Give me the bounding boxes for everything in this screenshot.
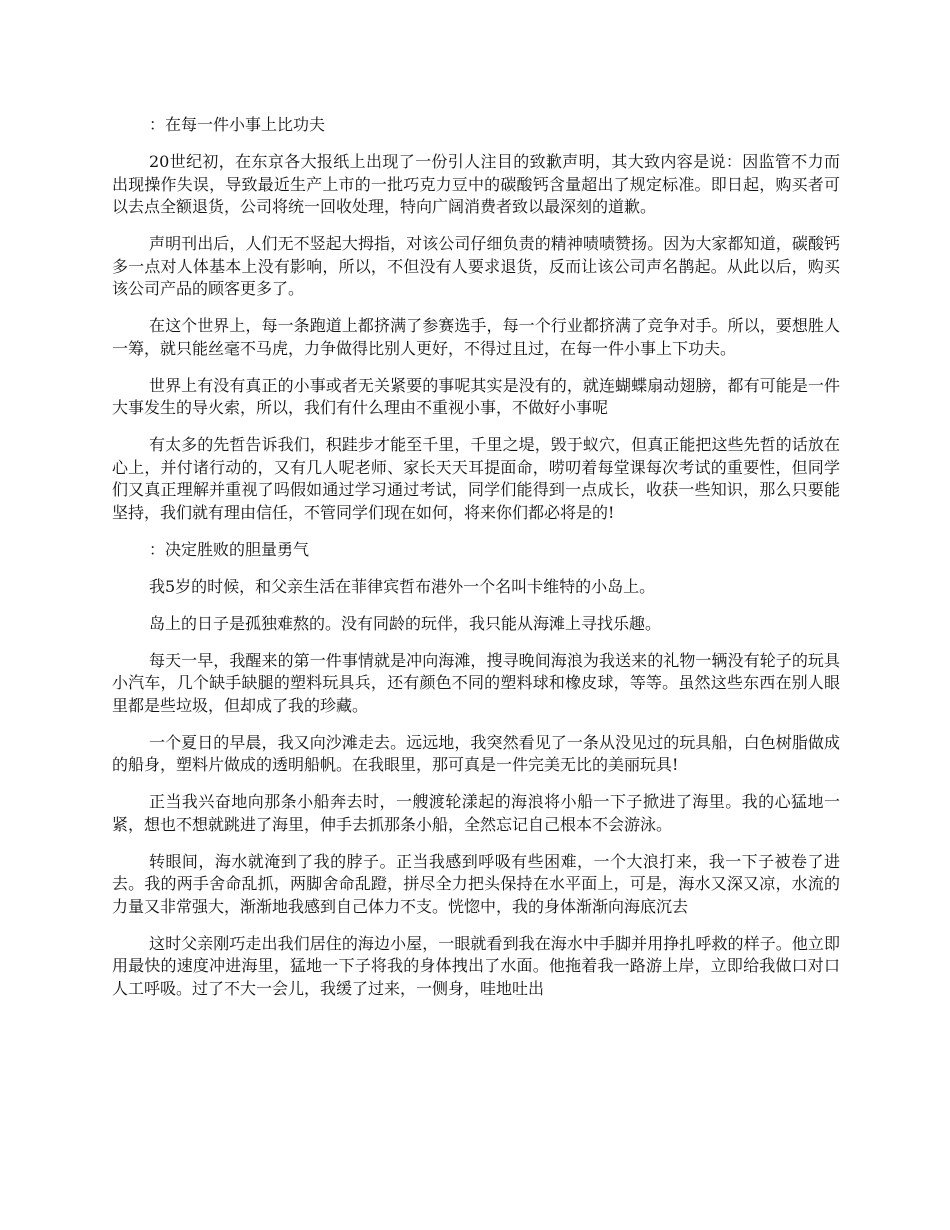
paragraph: 世界上有没有真正的小事或者无关紧要的事呢其实是没有的，就连蝴蝶扇动翅膀，都有可能是一件大事发生的导火索，所以，我们有什么理由不重视小事，不做好小事呢 [112,375,840,417]
paragraph: 这时父亲刚巧走出我们居住的海边小屋，一眼就看到我在海水中手脚并用挣扎呼救的样子。他立即用最快的速度冲进海里，猛地一下子将我的身体拽出了水面。他拖着我一路游上岸，立即给我做口对口人工呼吸。过了不大一会儿，我缓了过来，一侧身，哇地吐出 [112,933,840,998]
paragraph: 岛上的日子是孤独难熬的。没有同龄的玩伴，我只能从海滩上寻找乐趣。 [149,613,662,633]
paragraph: 我5岁的时候，和父亲生活在菲律宾哲布港外一个名叫卡维特的小岛上。 [149,576,656,596]
paragraph: 正当我兴奋地向那条小船奔去时，一艘渡轮漾起的海浪将小船一下子掀进了海里。我的心猛地一紧，想也不想就跳进了海里，伸手去抓那条小船，全然忘记自己根本不会游泳。 [112,792,840,834]
paragraph: 每天一早，我醒来的第一件事情就是冲向海滩，搜寻晚间海浪为我送来的礼物一辆没有轮子的玩具小汽车，几个缺手缺腿的塑料玩具兵，还有颜色不同的塑料球和橡皮球，等等。虽然这些东西在别人眼里都是些垃圾，但却成了我的珍藏。 [112,650,840,715]
section-heading: ：在每一件小事上比功夫 [149,115,326,134]
section-heading: ：决定胜败的胆量勇气 [149,539,310,559]
paragraph: 声明刊出后，人们无不竖起大拇指，对该公司仔细负责的精神啧啧赞扬。因为大家都知道，碳酸钙多一点对人体基本上没有影响，所以，不但没有人要求退货，反而让该公司声名鹊起。从此以后，购买该公司产品的顾客更多了。 [112,234,840,298]
paragraph: 一个夏日的早晨，我又向沙滩走去。远远地，我突然看见了一条从没见过的玩具船，白色树脂做成的船身，塑料片做成的透明船帆。在我眼里，那可真是一件完美无比的美丽玩具! [112,732,840,774]
paragraph: 20世纪初，在东京各大报纸上出现了一份引人注目的致歉声明，其大致内容是说：因监管不力而出现操作失误，导致最近生产上市的一批巧克力豆中的碳酸钙含量超出了规定标准。即日起，购买者可以去点全额退货，公司将统一回收处理，特向广阔消费者致以最深刻的道歉。 [112,152,840,216]
paragraph: 转眼间，海水就淹到了我的脖子。正当我感到呼吸有些困难，一个大浪打来，我一下子被卷了进去。我的两手舍命乱抓，两脚舍命乱蹬，拼尽全力把头保持在水平面上，可是，海水又深又凉，水流的力量又非常强大，渐渐地我感到自己体力不支。恍惚中，我的身体渐渐向海底沉去 [112,851,840,916]
paragraph: 在这个世界上，每一条跑道上都挤满了参赛选手，每一个行业都挤满了竞争对手。所以，要想胜人一筹，就只能丝毫不马虎，力争做得比别人更好，不得过且过，在每一件小事上下功夫。 [112,316,840,358]
document-body [112,114,840,1015]
paragraph: 有太多的先哲告诉我们，积跬步才能至千里，千里之堤，毁于蚁穴，但真正能把这些先哲的话放在心上，并付诸行动的，又有几人呢老师、家长天天耳提面命，唠叨着每堂课每次考试的重要性，但同学们又真正理解并重视了吗假如通过学习通过考试，同学们能得到一点成长，收获一些知识，那么只要能坚持，我们就有理由信任，不管同学们现在如何，将来你们都必将是的! [112,435,840,522]
